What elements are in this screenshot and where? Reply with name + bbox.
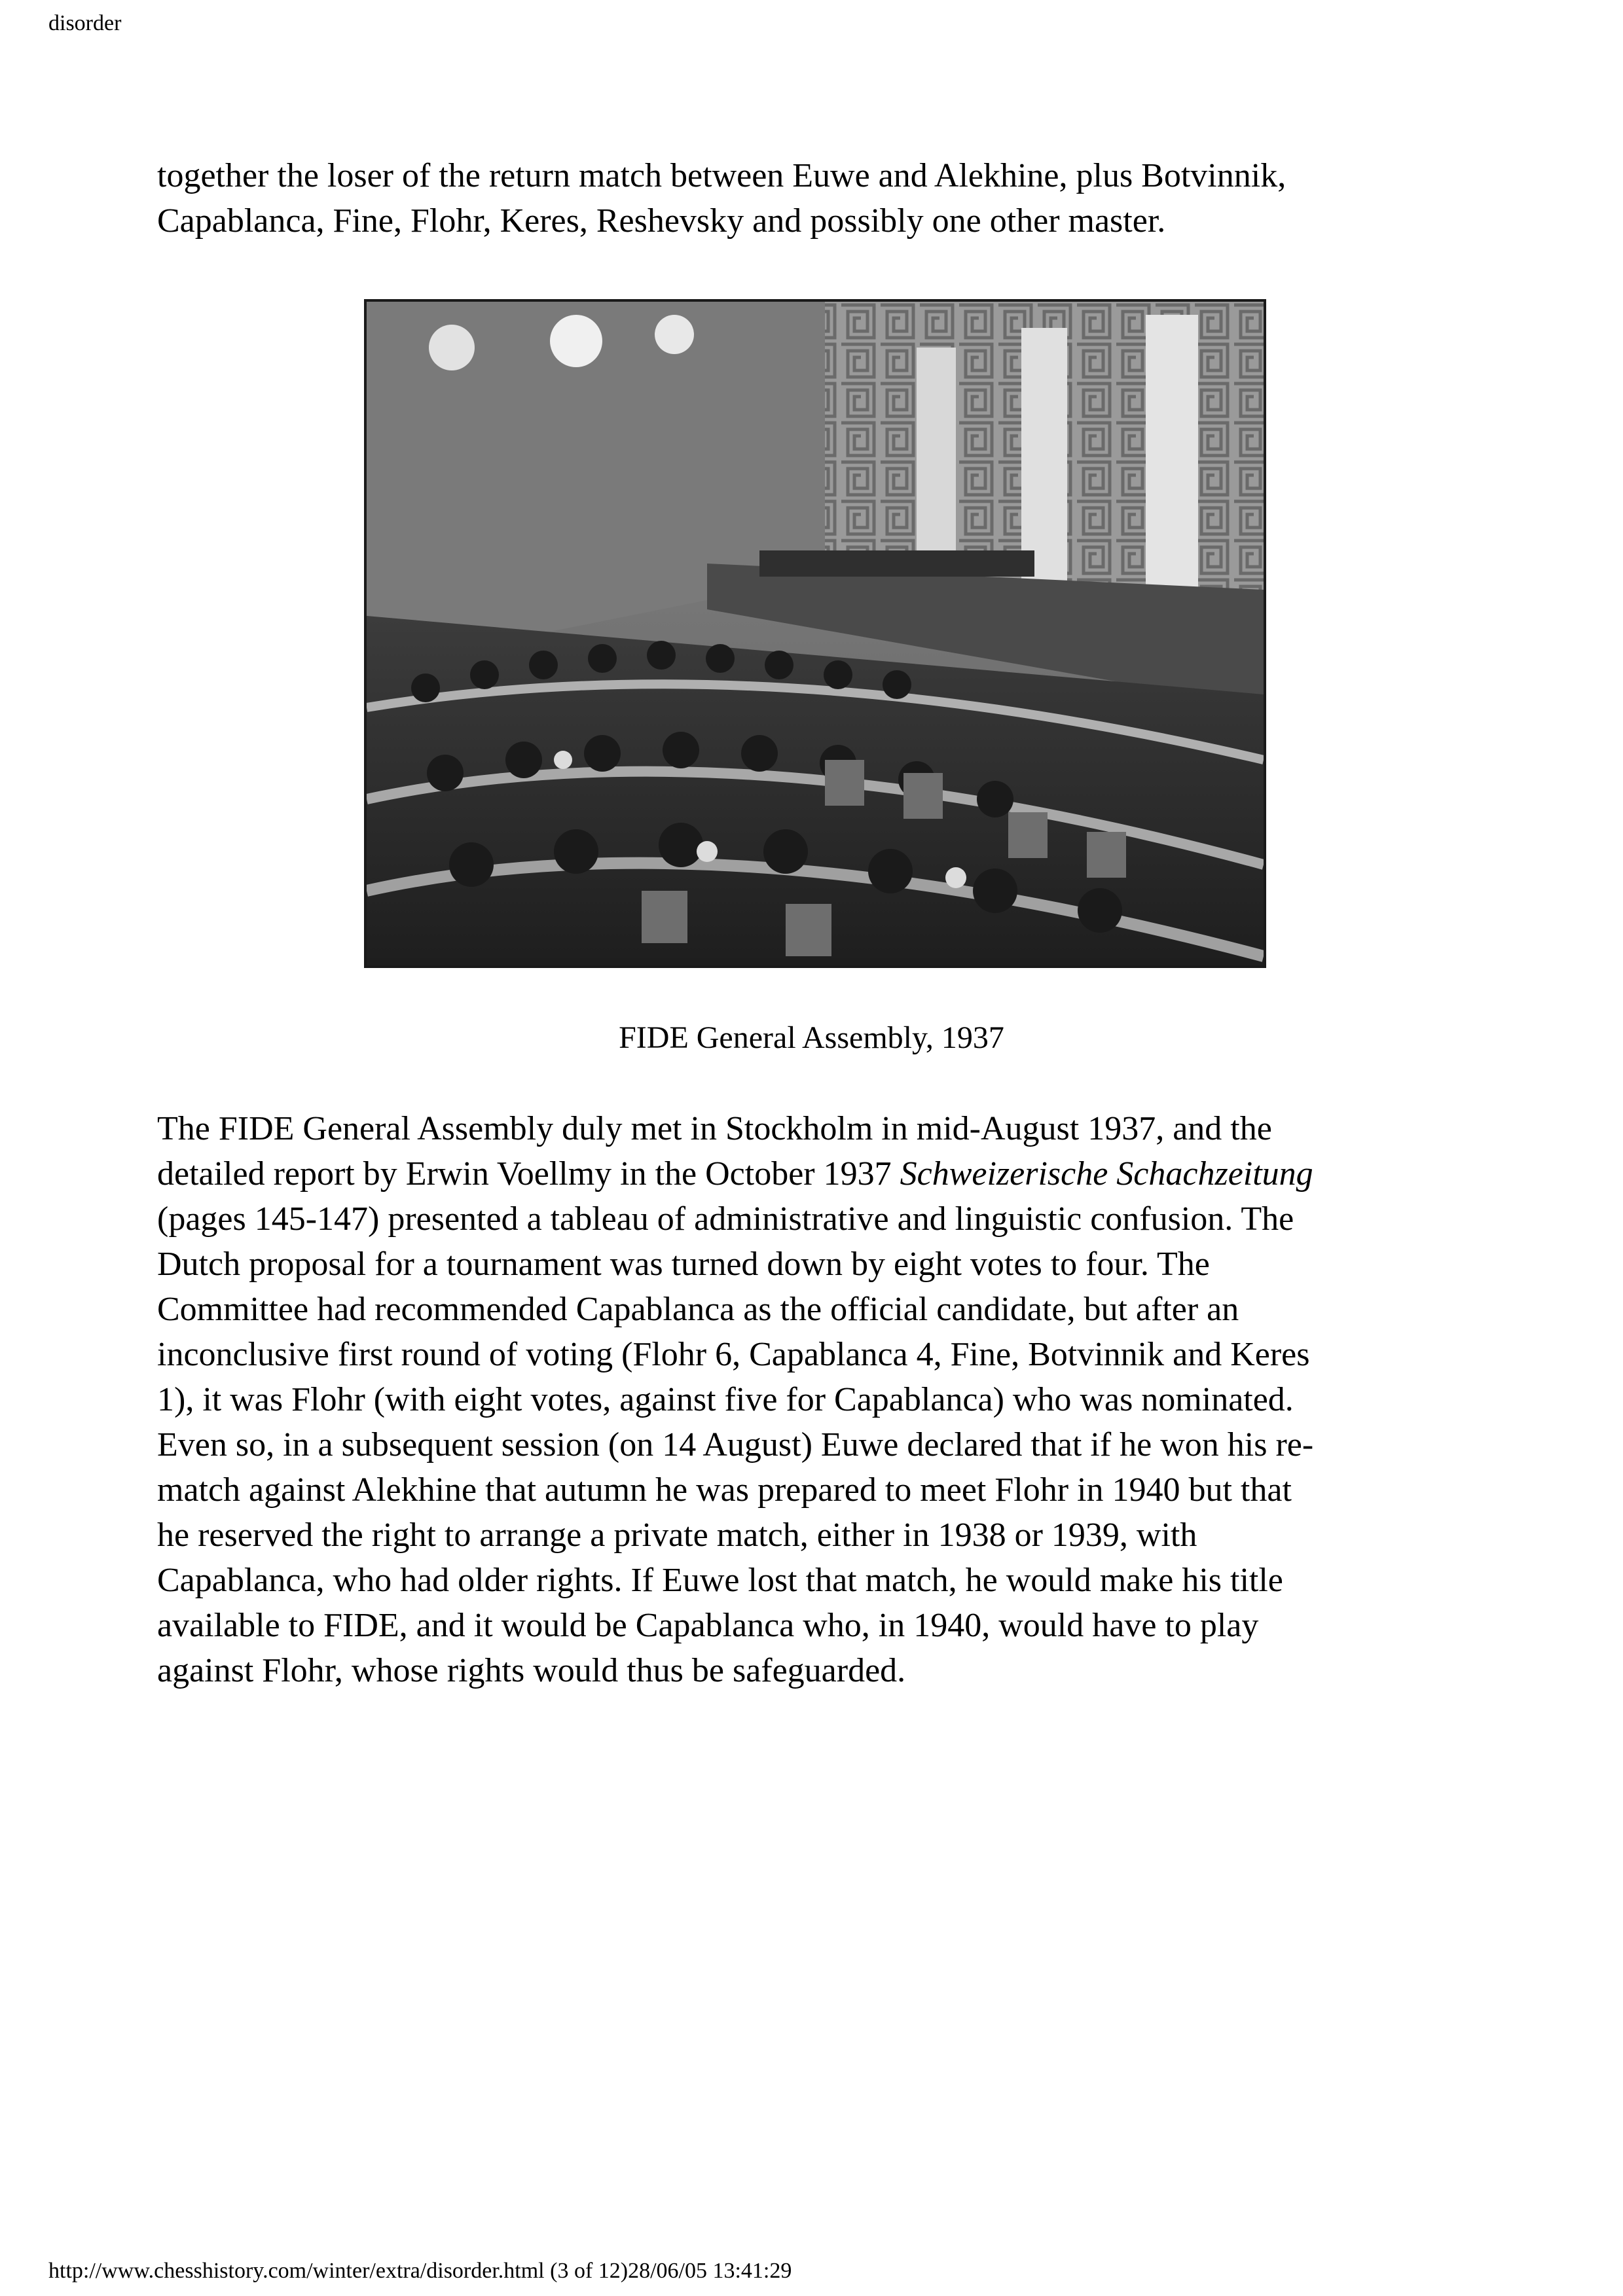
fide-assembly-photo <box>364 299 1266 968</box>
paragraph-line: Committee had recommended Capablanca as the official candidate, but after an <box>157 1291 1239 1328</box>
paragraph-line: The FIDE General Assembly duly met in Stockholm in mid-August 1937, and the <box>157 1110 1272 1147</box>
paragraph-line: Capablanca, who had older rights. If Euwe lost that match, he would make his title <box>157 1562 1283 1599</box>
paragraph-line-with-italic <box>157 1151 1480 1196</box>
paragraph-line: Capablanca, Fine, Flohr, Keres, Reshevsky and possibly one other master. <box>157 202 1166 240</box>
paragraph-continuation <box>157 153 1480 243</box>
paragraph-line: (pages 145-147) presented a tableau of administrative and linguistic confusion. The <box>157 1200 1294 1238</box>
figure-caption: FIDE General Assembly, 1937 <box>619 1020 1004 1055</box>
paragraph-line: 1), it was Flohr (with eight votes, against five for Capablanca) who was nominated. <box>157 1381 1294 1418</box>
paragraph-line: inconclusive first round of voting (Flohr 6, Capablanca 4, Fine, Botvinnik and Keres <box>157 1336 1310 1373</box>
paragraph-main <box>157 1106 1480 1693</box>
footer-source-url: http://www.chesshistory.com/winter/extra/disorder.html (3 of 12)28/06/05 13:41:29 <box>48 2259 792 2283</box>
paragraph-line: together the loser of the return match between Euwe and Alekhine, plus Botvinnik, <box>157 157 1286 194</box>
photo-illustration <box>367 302 1264 965</box>
line-text: detailed report by Erwin Voellmy in the October 1937 <box>157 1155 900 1193</box>
paragraph-line: Even so, in a subsequent session (on 14 August) Euwe declared that if he won his re- <box>157 1426 1314 1463</box>
paragraph-line: Dutch proposal for a tournament was turned down by eight votes to four. The <box>157 1246 1210 1283</box>
paragraph-line: he reserved the right to arrange a private match, either in 1938 or 1939, with <box>157 1516 1197 1554</box>
paragraph-line: match against Alekhine that autumn he was prepared to meet Flohr in 1940 but that <box>157 1471 1292 1509</box>
page-header-title: disorder <box>48 11 122 35</box>
paragraph-line: against Flohr, whose rights would thus be safeguarded. <box>157 1652 906 1689</box>
publication-title: Schweizerische Schachzeitung <box>900 1155 1313 1193</box>
paragraph-line: available to FIDE, and it would be Capablanca who, in 1940, would have to play <box>157 1607 1259 1644</box>
